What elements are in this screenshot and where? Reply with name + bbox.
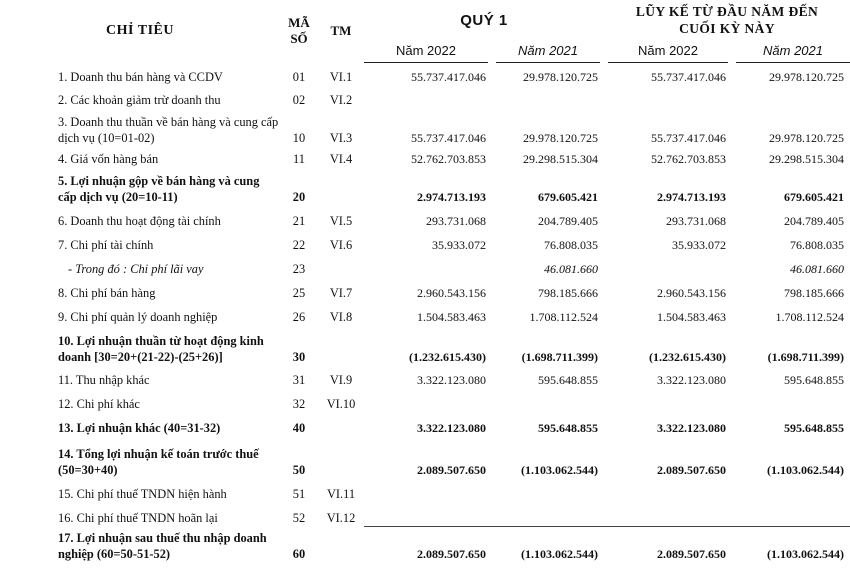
row-value-q2021: 1.708.112.524 [529,310,599,324]
row-value-l2022: 1.504.583.463 [657,310,727,324]
row-tm: VI.3 [329,131,353,145]
row-name: - Trong đó : Chi phí lãi vay [68,262,204,276]
row-tm: VI.8 [329,310,353,324]
table-row [0,325,850,365]
table-row [0,478,850,502]
row-value-q2022 [364,85,492,108]
row-value-l2022 [604,478,732,502]
header-year-q-2022: Năm 2022 [364,40,492,62]
row-value-l2021: (1.103.062.544) [767,547,845,561]
table-row [0,229,850,253]
row-name: 11. Thu nhập khác [58,373,150,387]
row-code: 60 [292,547,306,561]
row-value-q2021: 595.648.855 [538,373,599,387]
row-value-l2022: 35.933.072 [672,238,727,252]
row-code: 01 [292,70,306,84]
table-row [0,62,850,85]
row-tm [318,526,364,562]
row-tm [318,253,364,277]
row-code: 50 [292,463,306,477]
row-value-q2021: (1.698.711.399) [521,350,599,364]
row-value-q2022: 35.933.072 [432,238,486,252]
row-value-l2021: 1.708.112.524 [775,310,845,324]
row-tm: VI.10 [326,397,356,411]
row-name: 10. Lợi nhuận thuần từ hoạt động kinh doanh [30=20+(21-22)-(25+26)] [58,334,264,364]
row-tm: VI.6 [329,238,353,252]
row-value-l2022 [604,388,732,412]
row-value-q2021: 798.185.666 [538,286,599,300]
row-value-q2021 [492,388,604,412]
row-value-q2022: 2.089.507.650 [417,463,486,477]
row-value-q2021: 595.648.855 [538,421,599,435]
row-value-q2021: 29.298.515.304 [523,152,599,166]
row-name: 9. Chi phí quản lý doanh nghiệp [58,310,218,324]
row-code: 23 [292,262,306,276]
row-value-q2021: (1.103.062.544) [521,547,599,561]
header-tm: TM [330,23,352,38]
row-name: 14. Tổng lợi nhuận kế toán trước thuế (50=30+40) [58,447,259,477]
row-value-l2021: 595.648.855 [784,373,845,387]
row-value-l2021: 29.978.120.725 [769,131,845,145]
row-tm: VI.2 [329,93,353,107]
row-value-l2022 [604,85,732,108]
row-value-l2022 [604,253,732,277]
row-value-q2021: 29.978.120.725 [523,131,599,145]
row-value-q2022: (1.232.615.430) [409,350,486,364]
row-tm [318,436,364,478]
row-value-q2021: 679.605.421 [538,190,599,204]
row-tm [318,412,364,436]
row-tm: VI.9 [329,373,353,387]
row-name: 1. Doanh thu bán hàng và CCDV [58,70,223,84]
row-tm: VI.5 [329,214,353,228]
table-row [0,526,850,562]
row-value-l2021 [732,85,850,108]
row-code: 31 [292,373,306,387]
row-name: 17. Lợi nhuận sau thuế thu nhập doanh nghiệp (60=50-51-52) [58,531,267,561]
row-name: 7. Chi phí tài chính [58,238,154,252]
header-year-q-2021: Năm 2021 [492,40,604,62]
row-value-l2021: 679.605.421 [784,190,845,204]
row-value-l2021 [732,502,850,526]
row-value-q2022 [364,502,492,526]
table-row [0,365,850,388]
row-value-l2021: 29.298.515.304 [769,152,845,166]
row-name: 2. Các khoản giảm trừ doanh thu [58,93,221,107]
row-value-q2021: 204.789.405 [538,214,599,228]
row-value-l2021: 798.185.666 [784,286,845,300]
row-tm: VI.1 [329,70,353,84]
row-code: 40 [292,421,306,435]
table-row [0,277,850,301]
header-luy-ke-line1: LŨY KẾ TỪ ĐẦU NĂM ĐẾN [635,4,819,19]
row-code: 32 [292,397,306,411]
header-ma-so-line2: SỐ [290,31,308,46]
row-code: 10 [292,131,306,145]
row-value-q2022: 2.974.713.193 [417,190,486,204]
row-name: 15. Chi phí thuế TNDN hiện hành [58,487,227,501]
table-row [0,205,850,229]
header-quy-1: QUÝ 1 [460,11,508,29]
row-tm [318,167,364,205]
row-value-q2021 [492,502,604,526]
row-value-l2021 [732,388,850,412]
header-year-l-2022: Năm 2022 [604,40,732,62]
header-year-l-2021: Năm 2021 [732,40,850,62]
header-chi-tieu: CHỈ TIÊU [106,23,174,38]
row-tm: VI.12 [326,511,356,525]
row-name: 3. Doanh thu thuần về bán hàng và cung cấp dịch vụ (10=01-02) [58,115,279,145]
row-code: 30 [292,350,306,364]
row-value-q2021: 46.081.660 [544,262,599,276]
header-ma-so [280,0,318,62]
row-code: 20 [292,190,306,204]
row-tm: VI.7 [329,286,353,300]
table-row [0,108,850,146]
row-tm: VI.11 [326,487,356,501]
row-value-q2022: 3.322.123.080 [417,421,486,435]
row-value-l2021: 76.808.035 [790,238,845,252]
row-value-l2022: (1.232.615.430) [649,350,727,364]
row-value-l2022: 55.737.417.046 [651,131,727,145]
row-value-q2022: 55.737.417.046 [411,131,486,145]
row-code: 51 [292,487,306,501]
row-value-l2022: 3.322.123.080 [657,373,727,387]
row-name: 5. Lợi nhuận gộp về bán hàng và cung cấp dịch vụ (20=10-11) [58,174,260,204]
table-row [0,301,850,325]
row-code: 22 [292,238,306,252]
table-row [0,502,850,526]
row-code: 11 [293,152,305,166]
table-row [0,388,850,412]
row-code: 26 [292,310,306,324]
row-value-l2021: 595.648.855 [784,421,845,435]
row-value-q2022: 2.089.507.650 [417,547,486,561]
row-value-q2021: 29.978.120.725 [523,70,599,84]
row-value-q2022: 2.960.543.156 [417,286,486,300]
row-value-l2022: 55.737.417.046 [651,70,727,84]
row-code: 25 [292,286,306,300]
table-row [0,436,850,478]
row-value-q2022 [364,388,492,412]
row-name: 13. Lợi nhuận khác (40=31-32) [58,421,221,435]
row-value-l2022: 3.322.123.080 [657,421,727,435]
row-value-q2022: 52.762.703.853 [411,152,486,166]
table-row [0,146,850,167]
row-tm: VI.4 [329,152,353,166]
row-value-q2022: 1.504.583.463 [417,310,486,324]
table-row [0,167,850,205]
row-value-l2022: 293.731.068 [666,214,727,228]
row-code: 21 [292,214,306,228]
row-value-l2021: (1.698.711.399) [767,350,845,364]
row-value-q2022 [364,478,492,502]
row-value-q2021: 76.808.035 [544,238,599,252]
row-value-l2021: 29.978.120.725 [769,70,845,84]
row-value-q2022: 293.731.068 [426,214,486,228]
row-value-q2021 [492,85,604,108]
row-name: 16. Chi phí thuế TNDN hoãn lại [58,511,218,525]
row-name: 8. Chi phí bán hàng [58,286,156,300]
row-code: 02 [292,93,306,107]
row-value-l2021 [732,478,850,502]
row-value-q2021: (1.103.062.544) [521,463,599,477]
row-name: 4. Giá vốn hàng bán [58,152,159,166]
row-value-l2022: 52.762.703.853 [651,152,727,166]
row-value-l2021: (1.103.062.544) [767,463,845,477]
row-value-q2022 [364,253,492,277]
row-value-l2021: 46.081.660 [790,262,845,276]
table-row [0,412,850,436]
row-value-q2021 [492,478,604,502]
row-value-l2022: 2.089.507.650 [657,463,727,477]
header-luy-ke-line2: CUỐI KỲ NÀY [679,21,775,36]
row-value-l2022: 2.089.507.650 [657,547,727,561]
row-tm [318,325,364,365]
row-value-q2022: 55.737.417.046 [411,70,486,84]
table-row [0,85,850,108]
row-value-q2022: 3.322.123.080 [417,373,486,387]
row-value-l2021: 204.789.405 [784,214,845,228]
table-row [0,253,850,277]
row-name: 12. Chi phí khác [58,397,140,411]
row-value-l2022 [604,502,732,526]
header-ma-so-line1: MÃ [288,15,310,30]
row-value-l2022: 2.974.713.193 [657,190,727,204]
row-value-l2022: 2.960.543.156 [657,286,727,300]
header-luy-ke [604,0,850,40]
row-code: 52 [292,511,306,525]
row-name: 6. Doanh thu hoạt động tài chính [58,214,221,228]
